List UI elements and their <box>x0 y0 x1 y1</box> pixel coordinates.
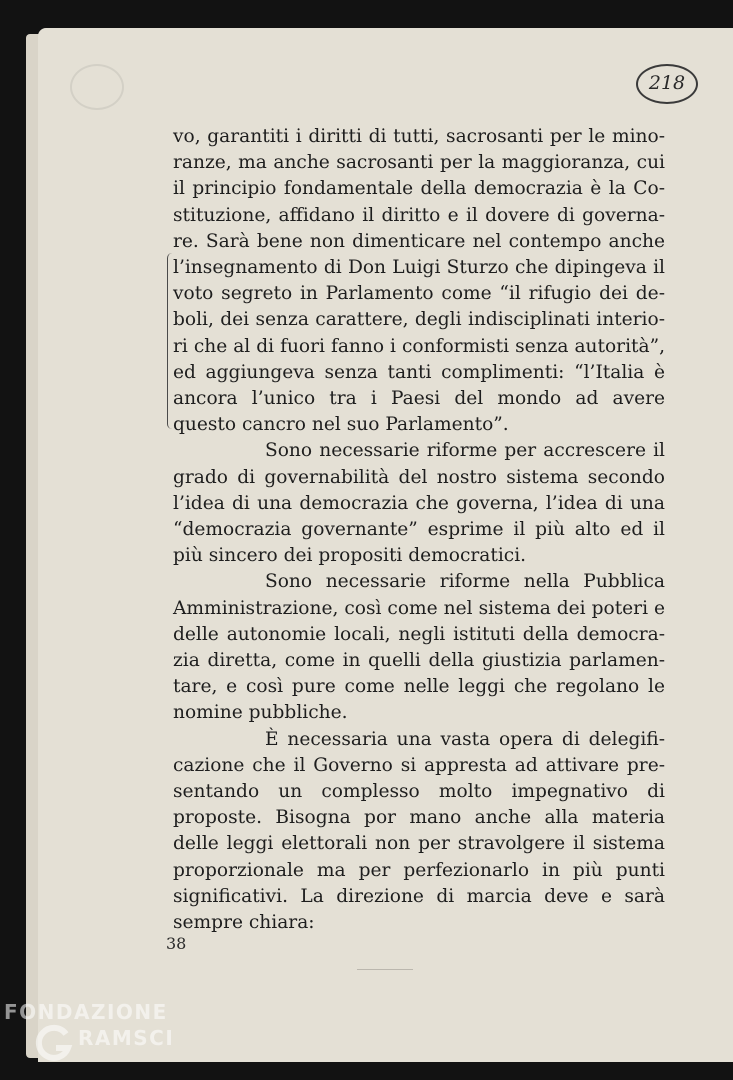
body-text <box>173 124 665 936</box>
watermark-logo <box>4 998 194 1074</box>
watermark-line2: RAMSCI <box>78 1026 175 1050</box>
divider <box>357 969 413 970</box>
faint-stamp <box>70 64 124 110</box>
handwritten-folio-number: 218 <box>636 64 698 104</box>
paragraph: Sono necessarie riforme nella Pubblica Amministrazione, così come nel sistema dei poteri e delle autonomie locali, negli istituti della democrazia diretta, come in quelli della giustizia parlamentare, e così pure come nelle leggi che regolano le nomine pubbliche. <box>173 571 665 724</box>
page-number: 38 <box>166 934 187 953</box>
paragraph: È necessaria una vasta opera di delegificazione che il Governo si appresta ad attivare presentando un complesso molto impegnativo di proposte. Bisogna por mano anche alla materia delle leggi elettorali non per stravolgere il sistema proporzionale ma per perfezionarlo in più punti significativi. La direzione di marcia deve e sarà sempre chiara: <box>173 728 665 934</box>
paragraph: Sono necessarie riforme per accrescere il grado di governabilità del nostro sistema secondo l’idea di una democrazia che governa, l’idea di una “democrazia governante” esprime il più alto ed il più sincero dei propositi democratici. <box>173 440 665 567</box>
paragraph: vo, garantiti i diritti di tutti, sacrosanti per le minoranze, ma anche sacrosanti per la maggioranza, cui il principio fondamentale della democrazia è la Costituzione, affidano il diritto e il dovere di governare. Sarà bene non dimenticare nel contempo anche l’insegnamento di Don Luigi Sturzo che dipingeva il voto segreto in Parlamento come “il rifugio dei deboli, dei senza carattere, degli indisciplinati interiori che al di fuori fanno i conformisti senza autorità”, ed aggiungeva senza tanti complimenti: “l’Italia è ancora l’unico tra i Paesi del mondo ad avere questo cancro nel suo Parlamento”. <box>173 126 665 436</box>
gramsci-g-icon <box>34 1024 74 1064</box>
watermark-line1: FONDAZIONE <box>4 1000 168 1024</box>
